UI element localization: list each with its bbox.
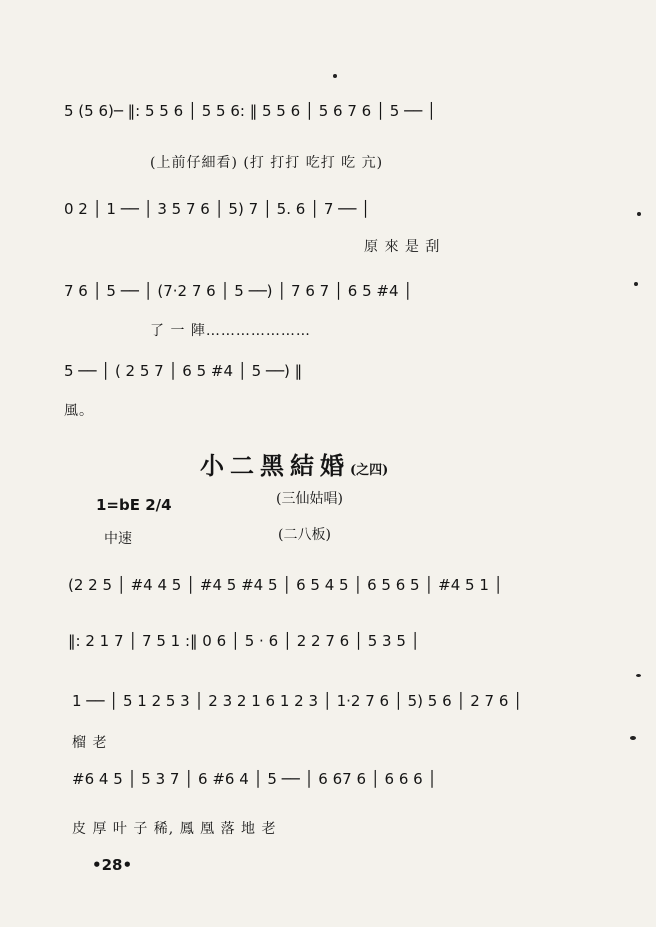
- scan-speck: [636, 674, 641, 677]
- notation-row-8: #6 4 5 │ 5 3 7 │ 6 #6 4 │ 5 ── │ 6 67 6 │ 6 6 6 │: [72, 770, 437, 788]
- lyrics-row-7: 榴 老: [72, 735, 108, 751]
- scan-speck: [637, 212, 641, 216]
- singer-note: (三仙姑唱): [276, 491, 343, 507]
- notation-row-7: 1 ── │ 5 1 2 5 3 │ 2 3 2 1 6 1 2 3 │ 1·2 7 6 │ 5) 5 6 │ 2 7 6 │: [72, 692, 523, 710]
- scan-speck: [630, 736, 636, 740]
- page-number: •28•: [92, 856, 133, 874]
- lyrics-row-4: 風。: [64, 403, 94, 419]
- scan-speck: [634, 282, 638, 286]
- notation-row-3: 7 6 │ 5 ── │ (7·2 7 6 │ 5 ──) │ 7 6 7 │ 6 5 #4 │: [64, 282, 413, 300]
- style-marking: (二八板): [278, 527, 331, 543]
- notation-row-4: 5 ── │ ( 2 5 7 │ 6 5 #4 │ 5 ──) ‖: [64, 362, 303, 380]
- scan-speck: [333, 74, 337, 78]
- lyrics-row-3: 了 一 陣…………………: [150, 323, 311, 339]
- song-title-suffix: (之四): [350, 463, 389, 478]
- lyrics-row-2: 原 來 是 刮: [364, 239, 441, 255]
- lyrics-row-1: (上前仔細看) (打 打打 吃打 吃 亢): [150, 155, 384, 171]
- song-title: [200, 446, 388, 481]
- tempo-marking: 中速: [104, 531, 132, 547]
- notation-row-6: ‖: 2 1 7 │ 7 5 1 :‖ 0 6 │ 5 · 6 │ 2 2 7 6 │ 5 3 5 │: [68, 632, 420, 650]
- key-signature: 1=bE 2/4: [96, 496, 172, 514]
- notation-row-5: (2 2 5 │ #4 4 5 │ #4 5 #4 5 │ 6 5 4 5 │ 6 5 6 5 │ #4 5 1 │: [68, 576, 503, 594]
- notation-row-2: 0 2 │ 1 ── │ 3 5 7 6 │ 5) 7 │ 5. 6 │ 7 ── │: [64, 200, 371, 218]
- song-title-text: 小二黑結婚: [200, 451, 350, 480]
- notation-row-1: 5 (5 6)─ ‖: 5 5 6 │ 5 5 6: ‖ 5 5 6 │ 5 6 7 6 │ 5 ── │: [64, 102, 436, 120]
- lyrics-row-8: 皮 厚 叶 子 稀, 鳳 凰 落 地 老: [72, 821, 277, 837]
